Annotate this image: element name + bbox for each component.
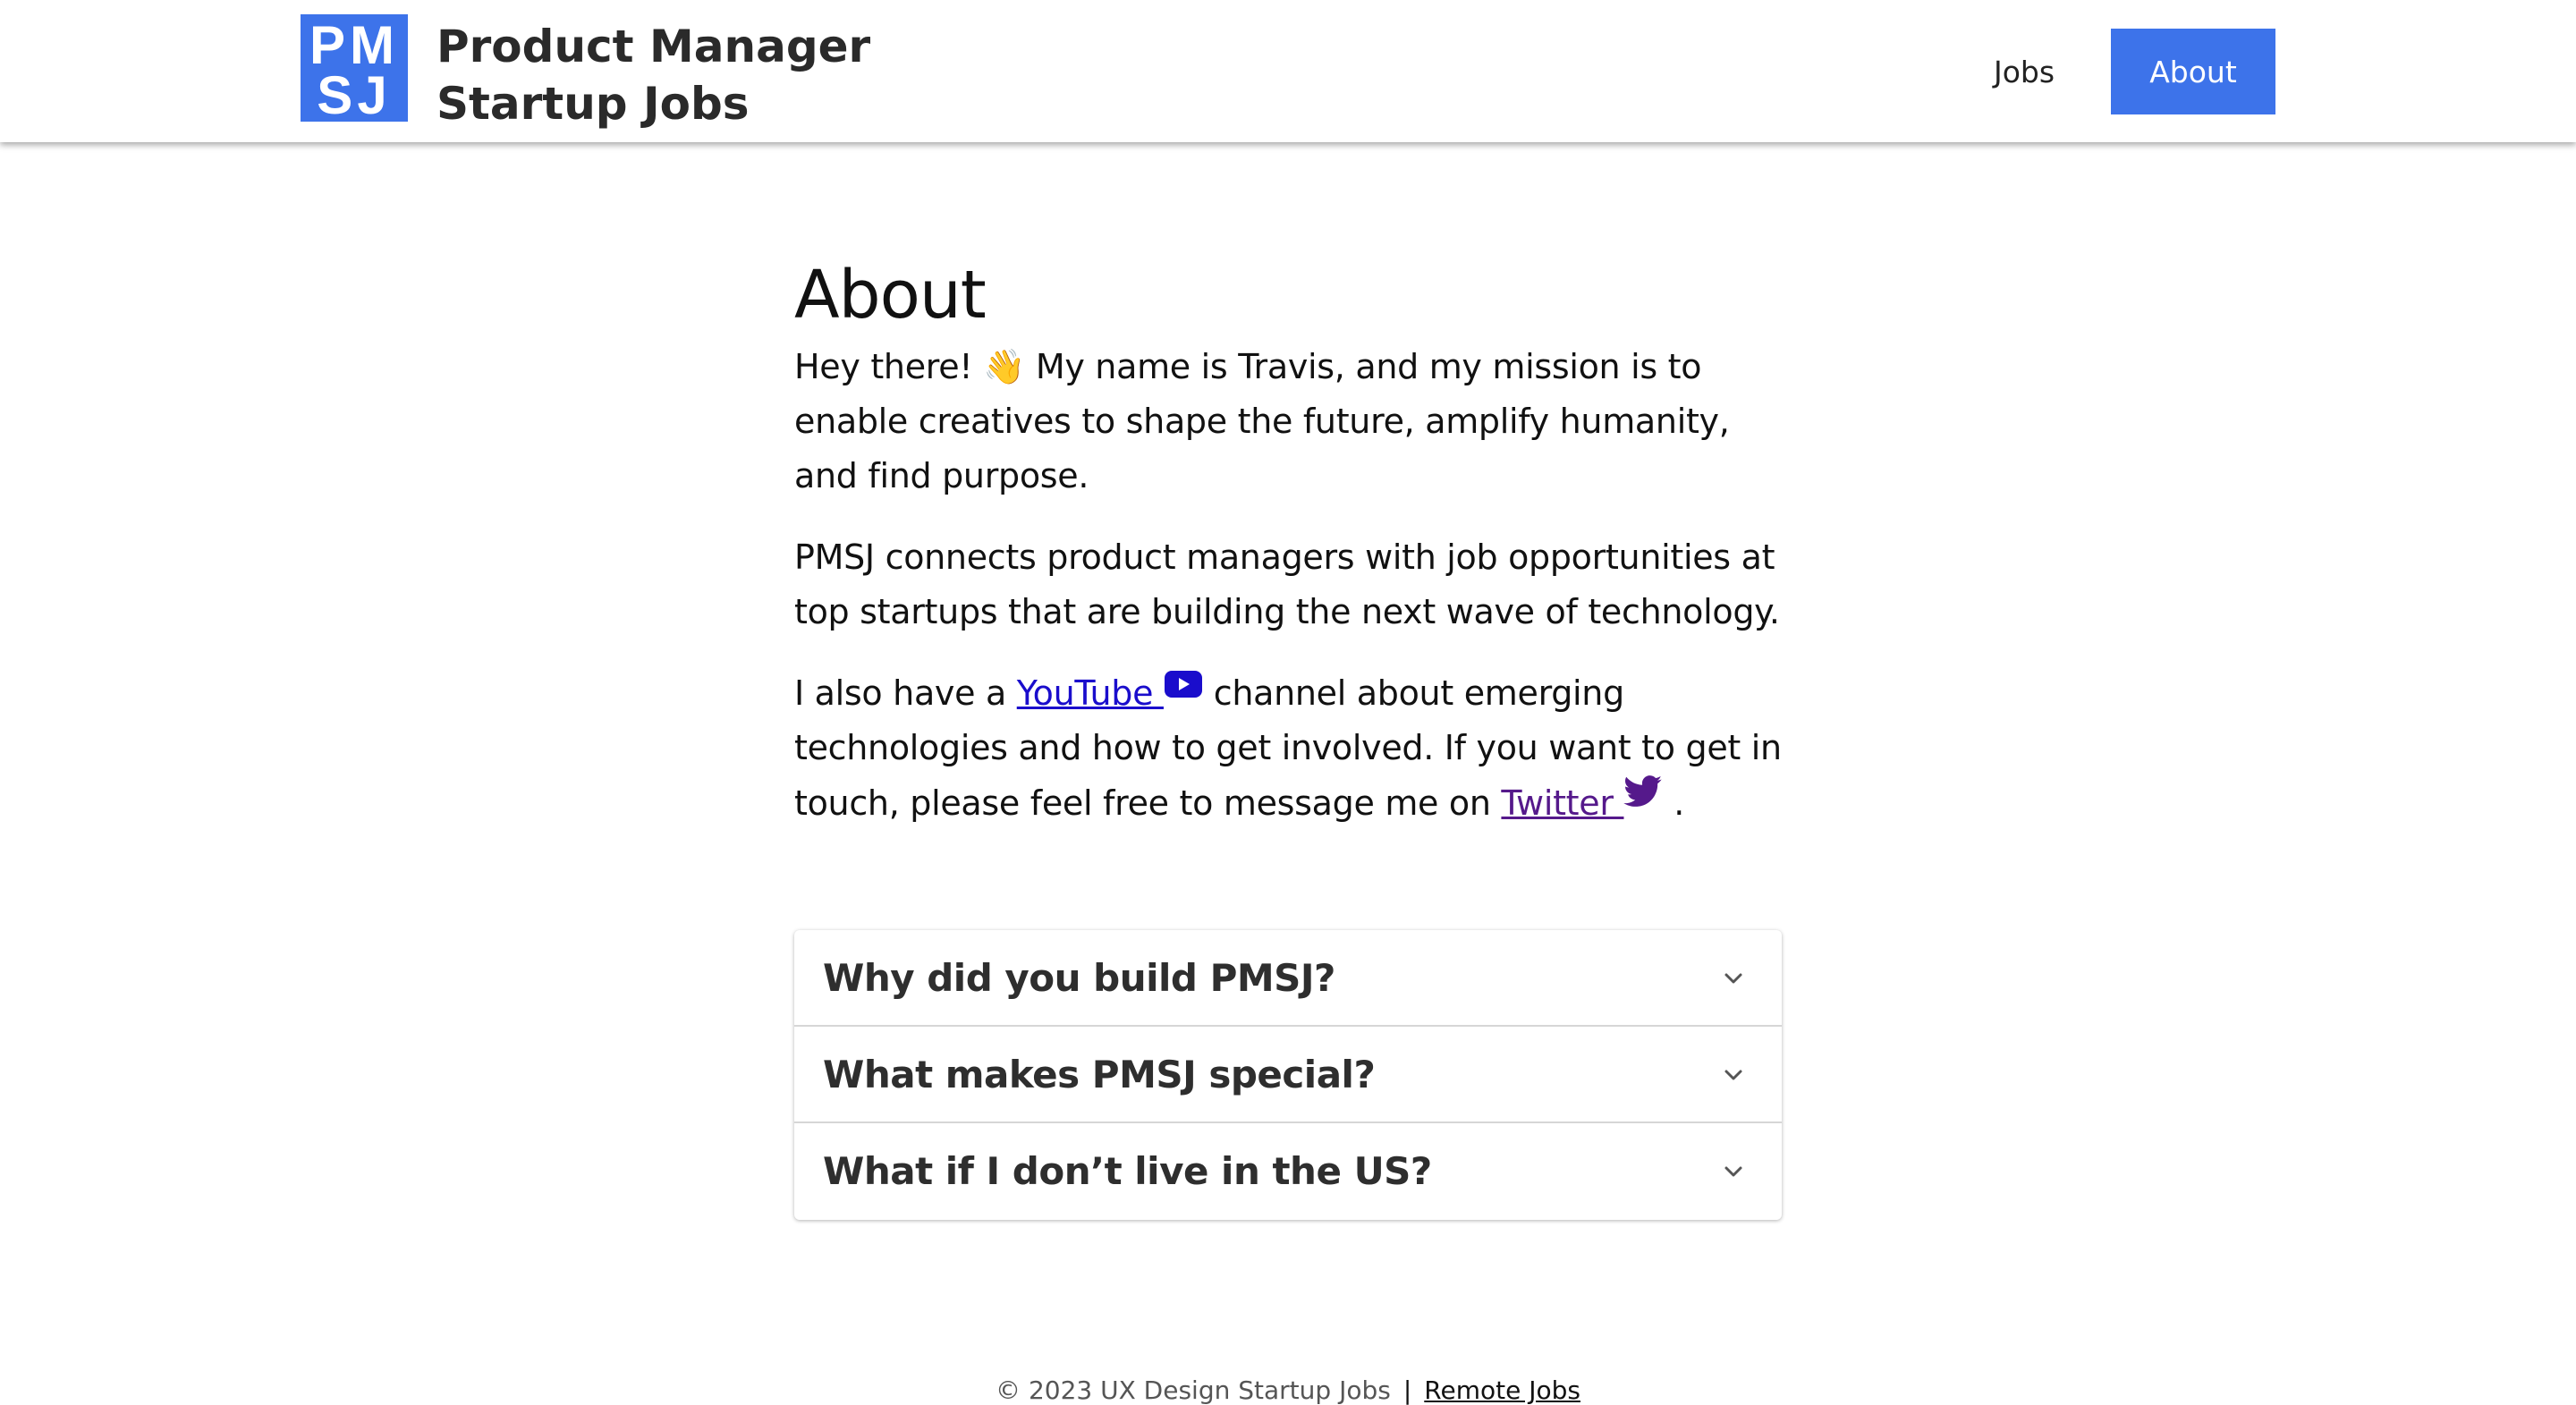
logo-line-1: PM xyxy=(309,15,399,75)
contact-text-before: I also have a xyxy=(794,673,1017,713)
contact-paragraph xyxy=(794,666,1782,831)
contact-text-middle: channel about emerging technologies and how to get involved. If you want to get in touch, please feel free to message me on xyxy=(794,673,1782,823)
page-title: About xyxy=(794,257,986,334)
faq-item-what-special[interactable] xyxy=(794,1027,1782,1123)
chevron-down-icon xyxy=(1721,1062,1746,1088)
contact-text-end: . xyxy=(1663,783,1685,823)
footer-remote-jobs-link[interactable]: Remote Jobs xyxy=(1424,1375,1580,1405)
chevron-down-icon xyxy=(1721,966,1746,991)
faq-question: Why did you build PMSJ? xyxy=(823,956,1335,1000)
faq-accordion xyxy=(794,930,1782,1220)
twitter-link-label: Twitter xyxy=(1501,783,1624,823)
mission-paragraph: PMSJ connects product managers with job opportunities at top startups that are building the next wave of technology. xyxy=(794,537,1780,631)
brand-line-2: Startup Jobs xyxy=(436,78,750,130)
faq-question: What if I don’t live in the US? xyxy=(823,1149,1432,1193)
faq-item-outside-us[interactable] xyxy=(794,1123,1782,1220)
youtube-link-label: YouTube xyxy=(1016,673,1164,713)
twitter-link[interactable] xyxy=(1501,783,1623,823)
brand-line-1: Product Manager xyxy=(436,21,871,72)
youtube-link[interactable] xyxy=(1017,673,1164,713)
logo-line-2: SJ xyxy=(317,65,392,125)
footer-separator: | xyxy=(1402,1375,1412,1405)
nav-jobs-link[interactable]: Jobs xyxy=(1993,54,2055,89)
pmsj-logo[interactable] xyxy=(301,14,408,125)
youtube-icon xyxy=(1164,669,1203,699)
about-content xyxy=(794,250,1782,858)
faq-question: What makes PMSJ special? xyxy=(823,1053,1376,1096)
faq-item-why-build[interactable] xyxy=(794,930,1782,1027)
footer-copyright: © 2023 UX Design Startup Jobs xyxy=(996,1375,1391,1405)
nav-about-button[interactable]: About xyxy=(2111,29,2275,114)
chevron-down-icon xyxy=(1721,1159,1746,1184)
brand-name[interactable] xyxy=(436,18,870,132)
twitter-icon xyxy=(1623,775,1663,808)
site-header xyxy=(0,0,2576,142)
intro-paragraph: Hey there! 👋 My name is Travis, and my mission is to enable creatives to shape the future, amplify humanity, and find purpose. xyxy=(794,347,1730,495)
site-footer xyxy=(0,1375,2576,1405)
